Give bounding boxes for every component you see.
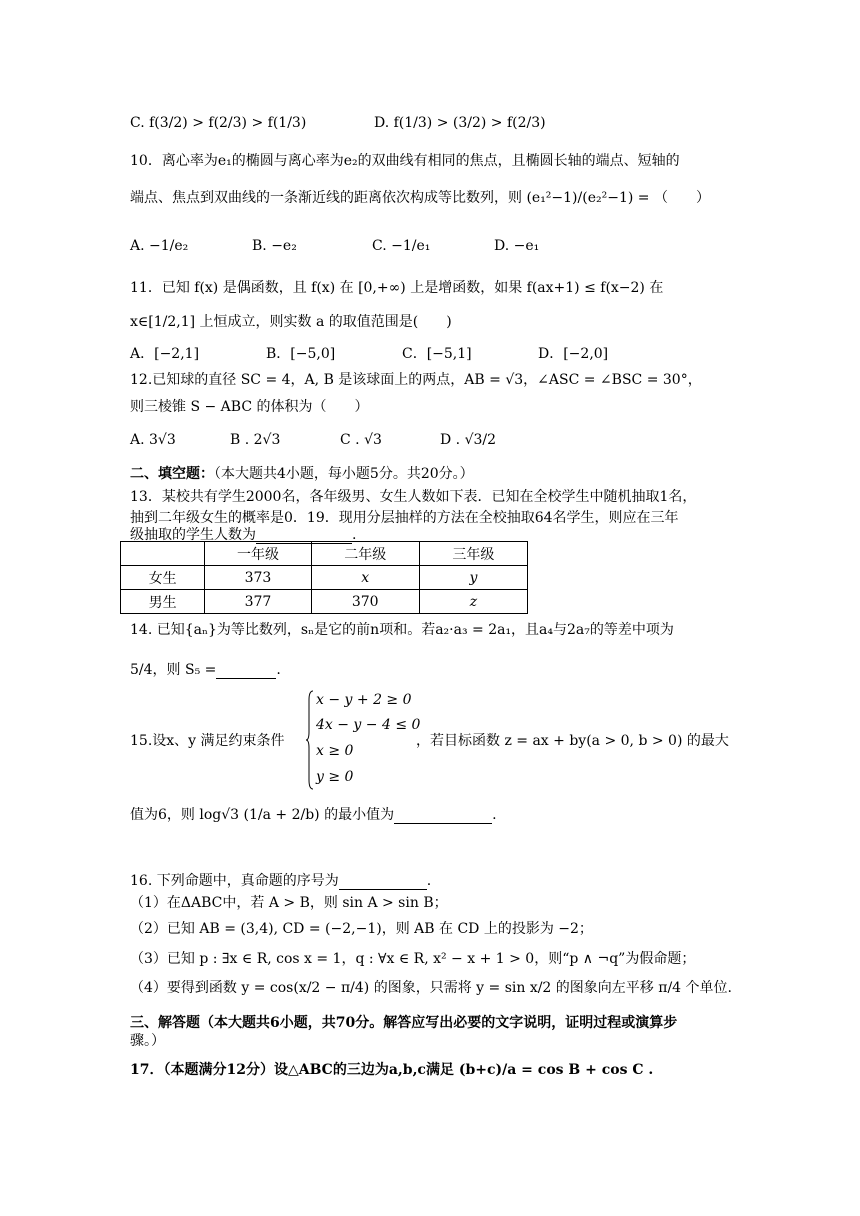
table-cell: z (419, 590, 527, 614)
q14-line1: 14. 已知{aₙ}为等比数列，sₙ是它的前n项和。若a₂·a₃ = 2a₁，且a₄与2a₇的等差中项为 (130, 622, 674, 638)
q16-line1: 16. 下列命题中，真命题的序号为 . (130, 873, 432, 889)
q15-line2: 值为6，则 log√3 (1/a + 2/b) 的最小值为 . (130, 807, 497, 823)
section2-title: 二、填空题： (130, 466, 214, 482)
answer-blank (394, 809, 492, 824)
q11-option-a: A．[−2,1] (130, 346, 200, 362)
table-header-cell (121, 542, 205, 566)
q16-item-2: （2）已知 AB = (3,4), CD = (−2,−1)，则 AB 在 CD 上的投影为 −2； (130, 921, 593, 937)
q12-option-d: D . √3/2 (440, 432, 497, 448)
section2-heading (130, 466, 474, 483)
q9-option-d (374, 115, 546, 132)
table-cell: x (311, 566, 419, 590)
q16-item-1: （1）在ΔABC中，若 A > B，则 sin A > sin B； (130, 895, 448, 911)
q11-line1: 11．已知 f(x) 是偶函数，且 f(x) 在 [0,+∞) 上是增函数，如果 f(ax+1) ≤ f(x−2) 在 (130, 280, 664, 296)
constraint-3: x ≥ 0 (316, 743, 354, 759)
q12-option-a: A. 3√3 (130, 432, 176, 448)
q10-option-d: D. −e₁ (494, 238, 540, 254)
q13-line3: 级抽取的学生人数为 . (130, 527, 357, 543)
q12-line1: 12.已知球的直径 SC = 4，A, B 是该球面上的两点，AB = √3，∠ASC = ∠BSC = 30°， (130, 372, 702, 388)
q15-tail: ，若目标函数 z = ax + by(a > 0, b > 0) 的最大 (416, 733, 729, 749)
table-cell: y (419, 566, 527, 590)
q15-line2-text: 值为6，则 log√3 (1/a + 2/b) 的最小值为 (130, 807, 395, 823)
q10-option-b: B. −e₂ (252, 238, 297, 254)
q9-option-d-text: D. f(1/3) > (3/2) > f(2/3) (374, 115, 546, 131)
constraint-2: 4x − y − 4 ≤ 0 (316, 717, 421, 733)
q14-line2: 5/4，则 S₅ = . (130, 662, 281, 678)
q13-line1: 13．某校共有学生2000名，各年级男、女生人数如下表．已知在全校学生中随机抽取1名， (130, 489, 697, 505)
q15-lead: 15.设x、y 满足约束条件 (130, 733, 285, 749)
table-cell: 377 (205, 590, 311, 614)
q16-item-3: （3）已知 p : ∃x ∈ R, cos x = 1，q : ∀x ∈ R, x² − x + 1 > 0，则“p ∧ ¬q”为假命题； (130, 951, 696, 967)
left-brace-icon (306, 690, 314, 790)
q13-line2: 抽到二年级女生的概率是0．19．现用分层抽样的方法在全校抽取64名学生，则应在三年 (130, 510, 679, 526)
section2-note: （本大题共4小题，每小题5分。共20分。） (214, 466, 474, 482)
q10-option-a: A. −1/e₂ (130, 238, 189, 254)
q9-option-c (130, 115, 306, 132)
table-cell: 373 (205, 566, 311, 590)
table-cell: 女生 (121, 566, 205, 590)
q10-option-c: C. −1/e₁ (372, 238, 431, 254)
constraint-4: y ≥ 0 (316, 769, 354, 785)
table-header-cell: 二年级 (311, 542, 419, 566)
table-header-row (121, 542, 528, 566)
table-cell: 男生 (121, 590, 205, 614)
q10-line1: 10．离心率为e₁的椭圆与离心率为e₂的双曲线有相同的焦点，且椭圆长轴的端点、短轴的 (130, 153, 680, 169)
q11-option-d: D．[−2,0] (538, 346, 609, 362)
q16-line1-text: 16. 下列命题中，真命题的序号为 (130, 873, 339, 889)
q11-option-c: C．[−5,1] (402, 346, 472, 362)
table-header-cell: 一年级 (205, 542, 311, 566)
q12-line2: 则三棱锥 S − ABC 的体积为（ ） (130, 399, 369, 415)
q17-text: 17．（本题满分12分）设△ABC的三边为a,b,c满足 (b+c)/a = cos B + cos C . (130, 1062, 654, 1078)
table-row (121, 590, 528, 614)
constraint-1: x − y + 2 ≥ 0 (316, 692, 412, 708)
section3-line1: 三、解答题（本大题共6小题，共70分。解答应写出必要的文字说明，证明过程或演算步 (130, 1015, 678, 1031)
q16-item-4: （4）要得到函数 y = cos(x/2 − π/4) 的图象，只需将 y = sin x/2 的图象向左平移 π/4 个单位. (130, 980, 732, 996)
q11-option-b: B．[−5,0] (266, 346, 336, 362)
q10-line2: 端点、焦点到双曲线的一条渐近线的距离依次构成等比数列，则 (e₁²−1)/(e₂²−1) = （ ） (130, 190, 710, 206)
answer-blank (216, 664, 276, 679)
table-row (121, 566, 528, 590)
table-cell: 370 (311, 590, 419, 614)
answer-blank (339, 875, 427, 890)
q11-line2: x∈[1/2,1] 上恒成立，则实数 a 的取值范围是( ) (130, 314, 452, 330)
q9-option-c-text: C. f(3/2) > f(2/3) > f(1/3) (130, 115, 307, 131)
q14-line2-text: 5/4，则 S₅ = (130, 662, 217, 678)
q12-option-c: C . √3 (340, 432, 382, 448)
table-header-cell: 三年级 (419, 542, 527, 566)
q13-line3-text: 级抽取的学生人数为 (130, 527, 256, 543)
grade-table (120, 541, 528, 614)
q12-option-b: B . 2√3 (230, 432, 281, 448)
section3-line2: 骤。） (130, 1033, 165, 1049)
